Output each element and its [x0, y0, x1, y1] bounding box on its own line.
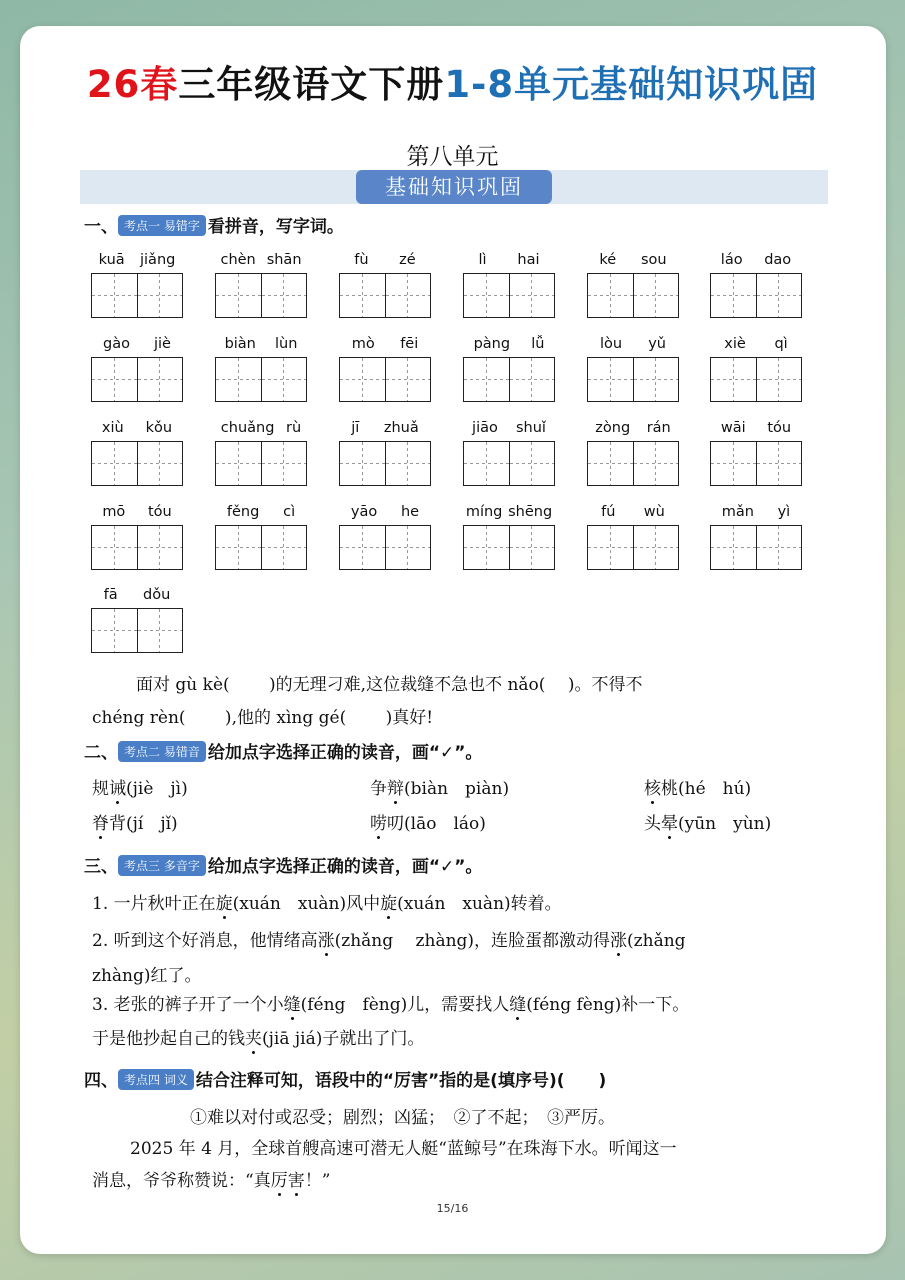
- s2-item: 核桃(hé hú): [644, 774, 751, 799]
- pinyin-label: fú wù: [601, 504, 665, 520]
- writing-cell[interactable]: [385, 358, 431, 401]
- writing-cell[interactable]: [92, 442, 137, 485]
- writing-cell[interactable]: [756, 358, 802, 401]
- pinyin-box-group: [339, 502, 431, 570]
- pinyin-label: mò fēi: [351, 336, 419, 352]
- pinyin-label: fù zé: [354, 252, 416, 268]
- s2-item: 规诫(jiè jì): [92, 774, 188, 799]
- section-4-heading: 四、 考点四 词义 结合注释可知，语段中的“厉害”指的是(填序号)( ): [84, 1071, 607, 1091]
- pinyin-box-group: [339, 334, 431, 402]
- writing-cell[interactable]: [588, 442, 633, 485]
- pinyin-box-group: [215, 502, 307, 570]
- writing-boxes[interactable]: [339, 525, 431, 570]
- writing-boxes[interactable]: [91, 525, 183, 570]
- writing-cell[interactable]: [509, 442, 555, 485]
- pinyin-box-group: [710, 250, 802, 318]
- fill-sentence-1: 面对 gù kè( )的无理刁难,这位裁缝不急也不 nǎo( )。不得不: [136, 675, 643, 695]
- writing-cell[interactable]: [464, 442, 509, 485]
- pinyin-label: yāo he: [350, 504, 420, 520]
- writing-boxes[interactable]: [339, 441, 431, 486]
- pinyin-label: pàng lǚ: [473, 336, 545, 352]
- writing-cell[interactable]: [92, 358, 137, 401]
- pinyin-box-group: [339, 250, 431, 318]
- pinyin-box-group: [91, 418, 183, 486]
- pinyin-box-group: [710, 502, 802, 570]
- fill-sentence-2: chéng rèn( ),他的 xìng gé( )真好!: [92, 708, 434, 728]
- writing-cell[interactable]: [216, 526, 261, 569]
- writing-cell[interactable]: [588, 358, 633, 401]
- writing-boxes[interactable]: [587, 273, 679, 318]
- s4-para-2: 消息，爷爷称赞说：“真厉害！”: [92, 1166, 330, 1191]
- writing-cell[interactable]: [756, 526, 802, 569]
- writing-cell[interactable]: [711, 358, 756, 401]
- writing-cell[interactable]: [464, 274, 509, 317]
- writing-cell[interactable]: [756, 442, 802, 485]
- pinyin-label: xiè qì: [724, 336, 788, 352]
- writing-boxes[interactable]: [587, 357, 679, 402]
- pinyin-box-group: [339, 418, 431, 486]
- pinyin-box-group: [463, 250, 555, 318]
- writing-cell[interactable]: [588, 274, 633, 317]
- pinyin-box-group: [215, 334, 307, 402]
- pinyin-label: mō tóu: [102, 504, 172, 520]
- section-2-tag: 考点二 易错音: [118, 741, 206, 762]
- s3-line-3: zhàng)红了。: [92, 966, 202, 986]
- writing-boxes[interactable]: [91, 441, 183, 486]
- writing-cell[interactable]: [137, 442, 183, 485]
- writing-cell[interactable]: [340, 274, 385, 317]
- page-number: 15/16: [436, 1202, 469, 1215]
- writing-boxes[interactable]: [215, 357, 307, 402]
- s2-item: 头晕(yūn yùn): [644, 809, 771, 834]
- pinyin-label: wāi tóu: [720, 420, 792, 436]
- pinyin-label: ké sou: [599, 252, 667, 268]
- band-label: 基础知识巩固: [356, 170, 552, 204]
- pinyin-box-group: [463, 418, 555, 486]
- writing-cell[interactable]: [711, 274, 756, 317]
- pinyin-label: fěng cì: [226, 504, 296, 520]
- writing-boxes[interactable]: [463, 273, 555, 318]
- writing-cell[interactable]: [92, 526, 137, 569]
- writing-cell[interactable]: [137, 358, 183, 401]
- writing-cell[interactable]: [92, 274, 137, 317]
- writing-cell[interactable]: [633, 442, 679, 485]
- writing-cell[interactable]: [756, 274, 802, 317]
- s2-item: 争辩(biàn piàn): [370, 774, 509, 799]
- pinyin-label: zòng rán: [595, 420, 671, 436]
- writing-cell[interactable]: [464, 358, 509, 401]
- writing-boxes[interactable]: [91, 357, 183, 402]
- pinyin-box-group: [587, 334, 679, 402]
- writing-boxes[interactable]: [710, 357, 802, 402]
- pinyin-label: biàn lùn: [224, 336, 298, 352]
- pinyin-label: láo dao: [720, 252, 792, 268]
- section-1-tag: 考点一 易错字: [118, 215, 206, 236]
- s4-para-1: 2025 年 4 月，全球首艘高速可潜无人艇“蓝鲸号”在珠海下水。听闻这一: [130, 1139, 677, 1159]
- pinyin-box-group: [710, 334, 802, 402]
- writing-cell[interactable]: [588, 526, 633, 569]
- writing-cell[interactable]: [261, 526, 307, 569]
- writing-cell[interactable]: [340, 442, 385, 485]
- writing-boxes[interactable]: [339, 273, 431, 318]
- writing-cell[interactable]: [261, 442, 307, 485]
- writing-cell[interactable]: [385, 442, 431, 485]
- writing-cell[interactable]: [340, 526, 385, 569]
- writing-cell[interactable]: [137, 609, 183, 652]
- writing-cell[interactable]: [711, 526, 756, 569]
- page-title: 26春三年级语文下册1-8单元基础知识巩固: [86, 63, 819, 106]
- pinyin-label: fā dǒu: [103, 587, 171, 603]
- s3-line-5: 于是他抄起自己的钱夹(jiā jiá)子就出了门。: [92, 1024, 424, 1049]
- writing-cell[interactable]: [633, 274, 679, 317]
- writing-cell[interactable]: [711, 442, 756, 485]
- pinyin-box-group: [215, 250, 307, 318]
- writing-boxes[interactable]: [91, 273, 183, 318]
- section-2-heading: 二、 考点二 易错音 给加点字选择正确的读音，画“✓”。: [84, 743, 483, 763]
- writing-boxes[interactable]: [587, 525, 679, 570]
- writing-cell[interactable]: [509, 526, 555, 569]
- writing-boxes[interactable]: [215, 441, 307, 486]
- section-3-tag: 考点三 多音字: [118, 855, 206, 876]
- writing-cell[interactable]: [137, 274, 183, 317]
- pinyin-label: lì hai: [478, 252, 540, 268]
- unit-subtitle: 第八单元: [406, 144, 499, 170]
- writing-cell[interactable]: [385, 526, 431, 569]
- writing-boxes[interactable]: [710, 273, 802, 318]
- writing-cell[interactable]: [633, 358, 679, 401]
- section-4-tag: 考点四 词义: [118, 1069, 194, 1090]
- writing-boxes[interactable]: [710, 441, 802, 486]
- s2-item: 脊背(jí jǐ): [92, 809, 178, 834]
- writing-cell[interactable]: [509, 358, 555, 401]
- pinyin-label: kuā jiǎng: [98, 252, 176, 268]
- writing-cell[interactable]: [340, 358, 385, 401]
- writing-cell[interactable]: [509, 274, 555, 317]
- writing-cell[interactable]: [216, 274, 261, 317]
- pinyin-box-group: [463, 334, 555, 402]
- pinyin-label: jiāo shuǐ: [472, 420, 546, 436]
- writing-cell[interactable]: [464, 526, 509, 569]
- writing-boxes[interactable]: [463, 357, 555, 402]
- writing-cell[interactable]: [385, 274, 431, 317]
- writing-boxes[interactable]: [587, 441, 679, 486]
- pinyin-box-group: [91, 585, 183, 653]
- writing-cell[interactable]: [137, 526, 183, 569]
- pinyin-box-group: [587, 418, 679, 486]
- pinyin-box-group: [587, 250, 679, 318]
- writing-boxes[interactable]: [91, 608, 183, 653]
- writing-boxes[interactable]: [215, 273, 307, 318]
- writing-cell[interactable]: [261, 358, 307, 401]
- pinyin-box-group: [91, 334, 183, 402]
- section-1-heading: 一、 考点一 易错字 看拼音，写字词。: [84, 217, 344, 237]
- s3-line-1: 1. 一片秋叶正在旋(xuán xuàn)风中旋(xuán xuàn)转着。: [92, 889, 562, 914]
- pinyin-label: mǎn yì: [721, 504, 791, 520]
- writing-boxes[interactable]: [463, 441, 555, 486]
- writing-cell[interactable]: [216, 442, 261, 485]
- s3-line-2: 2. 听到这个好消息，他情绪高涨(zhǎng zhàng)，连脸蛋都激动得涨(zhǎng: [92, 926, 686, 951]
- s4-options: ①难以对付或忍受；剧烈；凶猛； ②了不起； ③严厉。: [190, 1108, 615, 1128]
- pinyin-label: míng shēng: [465, 504, 553, 520]
- s2-item: 唠叨(lāo láo): [370, 809, 486, 834]
- writing-boxes[interactable]: [215, 525, 307, 570]
- pinyin-label: xiù kǒu: [101, 420, 173, 436]
- pinyin-label: lòu yǔ: [600, 336, 666, 352]
- pinyin-box-group: [710, 418, 802, 486]
- s3-line-4: 3. 老张的裤子开了一个小缝(féng fèng)儿，需要找人缝(féng fèng)补一下。: [92, 990, 689, 1015]
- pinyin-box-group: [587, 502, 679, 570]
- pinyin-label: gào jiè: [103, 336, 171, 352]
- pinyin-label: jī zhuǎ: [351, 420, 419, 436]
- pinyin-box-group: [91, 250, 183, 318]
- pinyin-label: chèn shān: [220, 252, 302, 268]
- writing-cell[interactable]: [92, 609, 137, 652]
- pinyin-box-group: [463, 502, 555, 570]
- pinyin-label: chuǎng rù: [220, 420, 302, 436]
- writing-boxes[interactable]: [710, 525, 802, 570]
- writing-cell[interactable]: [216, 358, 261, 401]
- section-3-heading: 三、 考点三 多音字 给加点字选择正确的读音，画“✓”。: [84, 857, 483, 877]
- writing-boxes[interactable]: [339, 357, 431, 402]
- pinyin-box-group: [91, 502, 183, 570]
- writing-cell[interactable]: [633, 526, 679, 569]
- writing-cell[interactable]: [261, 274, 307, 317]
- pinyin-box-group: [215, 418, 307, 486]
- writing-boxes[interactable]: [463, 525, 555, 570]
